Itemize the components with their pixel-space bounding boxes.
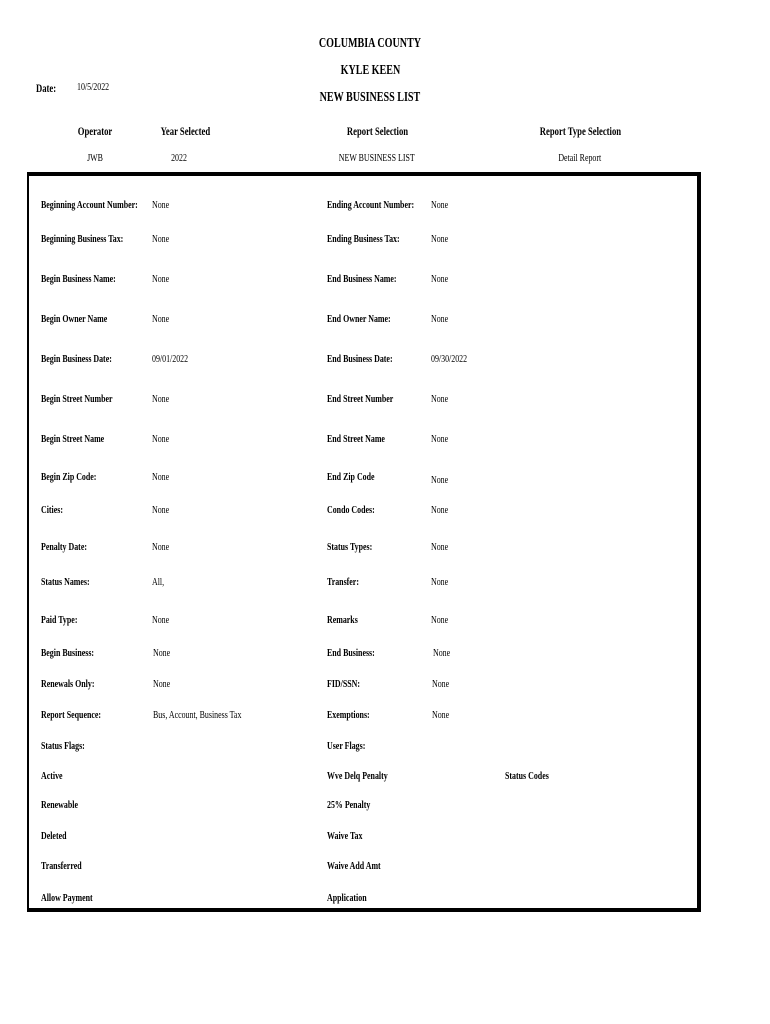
criteria-right-label: FID/SSN: [327,678,361,690]
report-selection-value: NEW BUSINESS LIST [339,152,415,164]
criteria-left-label: Begin Business: [41,647,95,659]
status-flags-label: Status Flags: [41,740,85,752]
criteria-left-label: Renewals Only: [41,678,95,690]
criteria-left-value: None [152,313,170,325]
date-label: Date: [36,81,57,95]
criteria-right-value: None [431,393,449,405]
criteria-left-value: 09/01/2022 [152,353,189,365]
criteria-right-label: End Business Name: [327,273,397,285]
criteria-right-label: Condo Codes: [327,504,375,516]
criteria-left-value: Bus, Account, Business Tax [153,709,242,721]
report-type-label: Report Type Selection [539,124,621,138]
criteria-right-value: None [431,474,449,486]
criteria-left-label: Status Names: [41,576,90,588]
criteria-left-value: None [153,647,171,659]
user-flags-label: User Flags: [327,740,366,752]
user-flag-item: Application [327,892,367,904]
criteria-right-value: None [431,433,449,445]
user-flag-item: Wve Delq Penalty [327,770,388,782]
user-flag-item: 25% Penalty [327,799,371,811]
criteria-left-label: Beginning Business Tax: [41,233,124,245]
criteria-left-label: Paid Type: [41,614,78,626]
year-selected-label: Year Selected [160,124,210,138]
report-type-value: Detail Report [558,152,602,164]
criteria-left-label: Begin Street Name [41,433,105,445]
operator-value: JWB [87,152,103,164]
criteria-left-label: Begin Business Date: [41,353,112,365]
criteria-left-label: Cities: [41,504,63,516]
criteria-left-value: None [152,233,170,245]
status-flag-item: Transferred [41,860,82,872]
criteria-right-value: None [431,541,449,553]
user-flag-item: Waive Add Amt [327,860,381,872]
criteria-left-label: Report Sequence: [41,709,102,721]
status-codes-label: Status Codes [505,770,549,782]
criteria-left-value: None [152,273,170,285]
criteria-right-value: None [431,313,449,325]
criteria-right-value: None [431,614,449,626]
report-selection-label: Report Selection [346,124,408,138]
criteria-left-value: All, [152,576,165,588]
criteria-left-label: Beginning Account Number: [41,199,138,211]
criteria-right-label: Ending Account Number: [327,199,415,211]
criteria-right-label: Ending Business Tax: [327,233,400,245]
county-title: COLUMBIA COUNTY [318,36,422,51]
criteria-left-value: None [152,471,170,483]
criteria-right-label: Exemptions: [327,709,370,721]
criteria-right-label: End Street Name [327,433,385,445]
criteria-left-value: None [152,393,170,405]
criteria-right-label: Remarks [327,614,358,626]
criteria-left-value: None [152,504,170,516]
criteria-left-label: Begin Street Number [41,393,113,405]
criteria-left-value: None [153,678,171,690]
criteria-right-label: End Street Number [327,393,394,405]
criteria-left-value: None [152,433,170,445]
criteria-left-value: None [152,614,170,626]
criteria-right-label: End Business Date: [327,353,393,365]
criteria-left-label: Begin Zip Code: [41,471,97,483]
criteria-left-value: None [152,199,170,211]
criteria-right-value: 09/30/2022 [431,353,468,365]
criteria-right-value: None [431,576,449,588]
criteria-left-label: Begin Business Name: [41,273,116,285]
status-flag-item: Active [41,770,63,782]
criteria-right-value: None [431,504,449,516]
criteria-right-label: End Owner Name: [327,313,391,325]
year-selected-value: 2022 [171,152,187,164]
criteria-right-label: End Zip Code [327,471,375,483]
date-value: 10/5/2022 [77,81,110,93]
report-title: NEW BUSINESS LIST [319,90,421,105]
criteria-right-value: None [433,647,451,659]
criteria-right-value: None [431,233,449,245]
criteria-right-value: None [431,199,449,211]
criteria-right-label: Status Types: [327,541,373,553]
user-flag-item: Waive Tax [327,830,363,842]
criteria-left-label: Penalty Date: [41,541,87,553]
status-flag-item: Deleted [41,830,67,842]
status-flag-item: Allow Payment [41,892,93,904]
criteria-right-value: None [432,678,450,690]
operator-label: Operator [77,124,113,138]
criteria-right-value: None [432,709,450,721]
person-name: KYLE KEEN [340,63,400,78]
criteria-right-label: Transfer: [327,576,359,588]
criteria-right-label: End Business: [327,647,375,659]
criteria-right-value: None [431,273,449,285]
criteria-left-value: None [152,541,170,553]
criteria-left-label: Begin Owner Name [41,313,108,325]
status-flag-item: Renewable [41,799,78,811]
